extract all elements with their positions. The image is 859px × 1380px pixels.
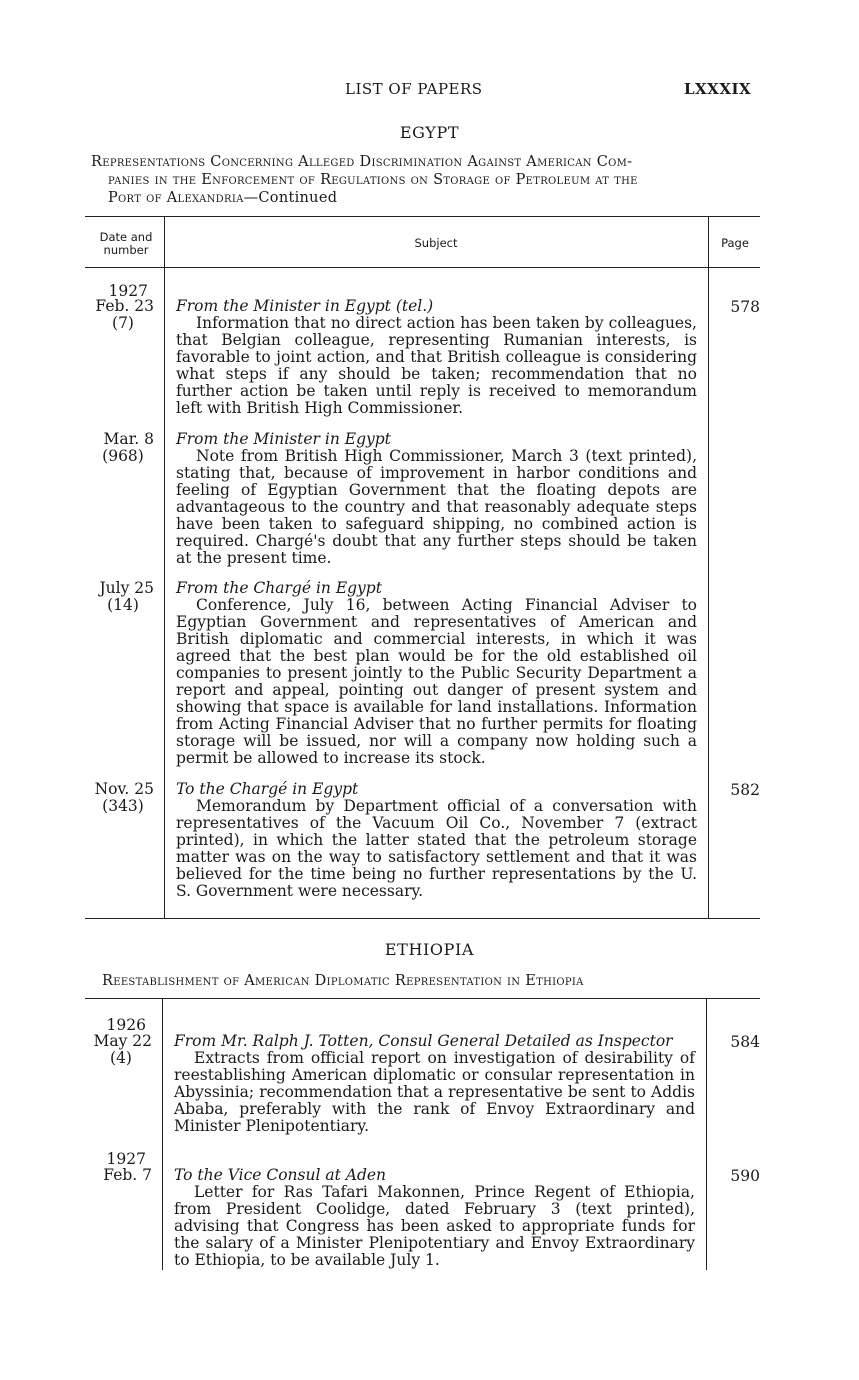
table-header-rule: [85, 267, 760, 268]
document-number: (968): [102, 447, 144, 465]
entry-date: [86, 1167, 152, 1184]
entry-body: Information that no direct action has been taken by colleagues, that Belgian colleague, representing Rumanian interests, is favorable to joint action, and that British colleague is considering what steps if any should be taken; recommendation that no further action be taken until reply is received to memorandum left with British High Commissioner.: [176, 314, 697, 417]
table-top-rule: [85, 216, 760, 217]
page-number: LXXXIX: [684, 80, 752, 98]
caption-text: Port of Alexandria: [108, 190, 244, 206]
column-divider: [164, 216, 165, 918]
caption-line: Representations Concerning Alleged Discrimination Against American Com-: [91, 154, 633, 170]
entry-page: 590: [730, 1167, 760, 1185]
year-label: 1927: [108, 282, 148, 300]
entry-date: [88, 298, 154, 332]
section-caption-ethiopia: Reestablishment of American Diplomatic Representation in Ethiopia: [102, 973, 584, 989]
running-title: LIST OF PAPERS: [345, 80, 483, 98]
entry-body: Conference, July 16, between Acting Financial Adviser to Egyptian Government and representatives of American and British diplomatic and commercial interests, in which it was agreed that the best plan would be for the old established oil companies to present jointly to the Public Security Department a report and appeal, pointing out danger of present system and showing that space is available for land installations. Information from Acting Financial Adviser that no further permits for floating storage will be issued, nor will a company now holding such a permit be allowed to increase its stock.: [176, 596, 697, 767]
entry-subject: [176, 580, 697, 767]
document-number: (14): [107, 596, 139, 614]
column-header-page: Page: [721, 236, 749, 250]
caption-line: [108, 189, 337, 207]
entry-body: Letter for Ras Tafari Makonnen, Prince Regent of Ethiopia, from President Coolidge, dated February 3 (text printed), advising that Congress has been asked to appropriate funds for the salary of a Minister Plenipotentiary and Envoy Extraordinary to Ethiopia, to be available July 1.: [174, 1183, 695, 1269]
column-header-line: Date and: [99, 230, 153, 244]
entry-date: [86, 1033, 152, 1067]
section-heading-ethiopia: ETHIOPIA: [384, 940, 475, 959]
entry-body: Extracts from official report on investigation of desirability of reestablishing American diplomatic or consular representation in Abyssinia; recommendation that a representative be sent to Addis Ababa, preferably with the rank of Envoy Extraordinary and Minister Plenipotentiary.: [174, 1049, 695, 1135]
table-bottom-rule: [85, 918, 760, 919]
entry-sender: From the Minister in Egypt: [176, 430, 391, 448]
section-heading-egypt: EGYPT: [399, 123, 460, 142]
date-text: Nov. 25: [94, 780, 154, 798]
entry-date: [88, 431, 154, 465]
document-number: (7): [112, 314, 134, 332]
date-text: Mar. 8: [103, 430, 154, 448]
date-text: Feb. 23: [95, 297, 154, 315]
entry-subject: [176, 431, 697, 567]
document-number: (343): [102, 797, 144, 815]
column-header-subject: Subject: [414, 236, 458, 250]
entry-sender: From Mr. Ralph J. Totten, Consul General Detailed as Inspector: [174, 1032, 673, 1050]
entry-date: [88, 781, 154, 815]
entry-date: [88, 580, 154, 614]
year-label: 1927: [106, 1150, 146, 1168]
caption-line: panies in the Enforcement of Regulations on Storage of Petroleum at the: [108, 172, 638, 188]
entry-sender: From the Minister in Egypt (tel.): [176, 297, 434, 315]
entry-page: 584: [730, 1033, 760, 1051]
entry-page: 582: [730, 781, 760, 799]
year-label: 1926: [106, 1016, 146, 1034]
table-top-rule: [85, 998, 760, 999]
entry-subject: [176, 298, 697, 417]
entry-sender: To the Vice Consul at Aden: [174, 1166, 387, 1184]
entry-page: 578: [730, 298, 760, 316]
entry-sender: From the Chargé in Egypt: [176, 579, 382, 597]
date-text: May 22: [93, 1032, 152, 1050]
entry-sender: To the Chargé in Egypt: [176, 780, 359, 798]
entry-body: Note from British High Commissioner, March 3 (text printed), stating that, because of improvement in harbor conditions and feeling of Egyptian Government that the floating depots are advantageous to the country and that reasonably adequate steps have been taken to safeguard shipping, no combined action is required. Chargé's doubt that any further steps should be taken at the present time.: [176, 447, 697, 567]
date-text: July 25: [99, 579, 154, 597]
caption-continued: —Continued: [243, 190, 338, 206]
entry-body: Memorandum by Department official of a conversation with representatives of the Vacuum Oil Co., November 7 (extract printed), in which the latter stated that the petroleum storage matter was on the way to satisfactory settlement and that it was believed for the time being no further representations by the U. S. Government were necessary.: [176, 797, 697, 900]
column-divider: [706, 998, 707, 1270]
column-header-line: number: [103, 243, 149, 257]
entry-subject: [174, 1033, 695, 1135]
entry-subject: [174, 1167, 695, 1269]
date-text: Feb. 7: [103, 1166, 152, 1184]
entry-subject: [176, 781, 697, 900]
column-divider: [162, 998, 163, 1270]
column-divider: [708, 216, 709, 918]
column-header-date: [90, 231, 162, 257]
document-number: (4): [110, 1049, 132, 1067]
